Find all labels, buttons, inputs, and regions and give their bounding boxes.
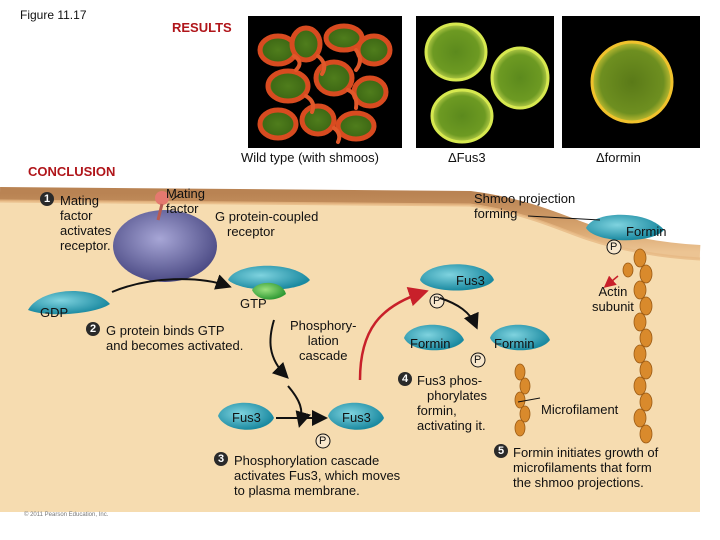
p-label-formin: P (474, 354, 482, 366)
fus3-micrograph (416, 16, 554, 148)
formin-caption: Δformin (596, 150, 641, 165)
formin-micrograph (562, 16, 700, 148)
step-2-badge: 2 (86, 322, 100, 336)
step-4-badge: 4 (398, 372, 412, 386)
g-protein-coupled-receptor (113, 210, 217, 282)
wild-type-micrograph (248, 16, 402, 148)
p-label-formin-membrane: P (610, 241, 618, 253)
fus3-label-left: Fus3 (232, 410, 261, 425)
fus3-label-membrane: Fus3 (456, 273, 485, 288)
formin-label-right: Formin (494, 336, 535, 351)
fus3-cells-image (416, 16, 554, 148)
p-label-fus3: P (319, 435, 327, 447)
p-label-fus3-membrane: P (433, 295, 441, 307)
gdp-label: GDP (40, 305, 69, 320)
fus3-label-right: Fus3 (342, 410, 371, 425)
phosphorylation-cascade-label: Phosphory- lation cascade (290, 318, 357, 363)
actin-subunit-label: Actin subunit (592, 284, 634, 314)
step-3-text: Phosphorylation cascade activates Fus3, which moves to plasma membrane. (234, 453, 401, 498)
wild-type-cells-image (248, 16, 402, 148)
wild-type-caption: Wild type (with shmoos) (241, 150, 379, 165)
formin-label-left: Formin (410, 336, 451, 351)
fus3-caption: ΔFus3 (448, 150, 486, 165)
gtp-label: GTP (240, 296, 267, 311)
conclusion-heading: CONCLUSION (28, 164, 116, 179)
step-5-text: Formin initiates growth of microfilaments that form the shmoo projections. (513, 445, 659, 490)
step-3-badge: 3 (214, 452, 228, 466)
microfilament-label: Microfilament (541, 402, 619, 417)
mating-factor-label: Mating factor (166, 186, 206, 216)
step-5-badge: 5 (494, 444, 508, 458)
formin-label-membrane: Formin (626, 224, 667, 239)
figure-label: Figure 11.17 (20, 8, 87, 22)
results-heading: RESULTS (172, 20, 232, 35)
formin-cells-image (562, 16, 700, 148)
actin-subunit (623, 263, 633, 277)
step-4-text: Fus3 phos- phorylates formin, activating it. (417, 373, 487, 433)
copyright-notice: © 2011 Pearson Education, Inc. (24, 512, 109, 518)
step-1-text: Mating factor activates receptor. (60, 193, 112, 253)
step-1-badge: 1 (40, 192, 54, 206)
g-protein-receptor-label: G protein-coupled receptor (215, 209, 319, 239)
shmoo-projection-label: Shmoo projection forming (474, 191, 576, 221)
step-2-text: G protein binds GTP and becomes activated. (106, 323, 244, 353)
